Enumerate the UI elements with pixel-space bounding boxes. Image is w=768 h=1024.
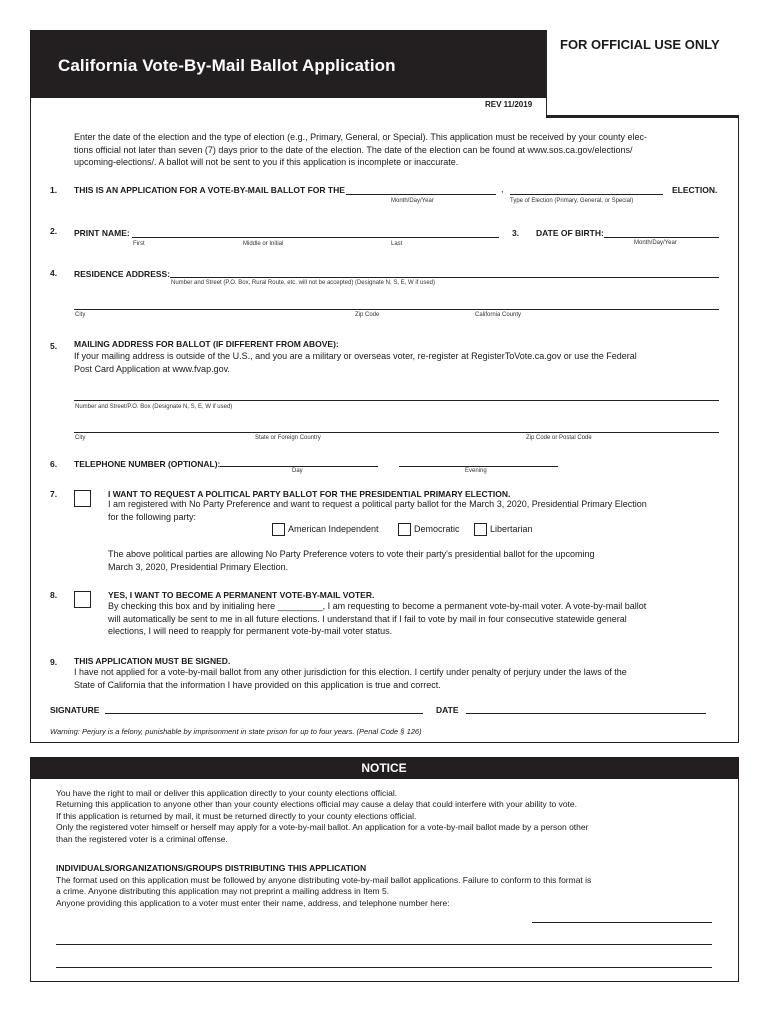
distributor-line-1: The format used on this application must be followed by anyone distributing vote-by-mail ballot applications. Failure to conform to this format is [56, 875, 592, 885]
certification-text [74, 666, 719, 691]
mailing-city-caption: City [75, 435, 86, 441]
first-name-caption: First [133, 241, 145, 247]
election-type-caption: Type of Election (Primary, General, or Special) [510, 198, 634, 204]
mailing-street-caption: Number and Street/P.O. Box (Designate N, S, E, W if used) [75, 404, 233, 410]
mailing-note-line-2: Post Card Application at www.fvap.gov. [74, 363, 230, 374]
mailing-address-note [74, 350, 719, 375]
party-ballot-line-1: I am registered with No Party Preference and want to request a political party ballot for the March 3, 2020, Presidential Primary Election [108, 499, 647, 509]
telephone-label: TELEPHONE NUMBER (OPTIONAL): [74, 459, 221, 469]
revision-label: REV 11/2019 [485, 100, 533, 109]
democratic-checkbox[interactable] [398, 523, 411, 536]
print-name-label: PRINT NAME: [74, 228, 130, 238]
mailing-address-label: MAILING ADDRESS FOR BALLOT (IF DIFFERENT FROM ABOVE): [74, 339, 339, 349]
permanent-vbm-text [108, 600, 718, 638]
evening-phone-caption: Evening [465, 468, 487, 474]
item-2-number: 2. [50, 226, 58, 236]
party-note-line-1: The above political parties are allowing No Party Preference voters to vote their party's presidential ballot for the upcoming [108, 549, 595, 559]
intro-line-1: Enter the date of the election and the type of election (e.g., Primary, General, or Special). This application must be received by your county elec- [74, 132, 647, 142]
print-name-field[interactable] [132, 237, 499, 238]
signature-date-field[interactable] [466, 713, 706, 714]
form-title: California Vote-By-Mail Ballot Application [58, 56, 396, 75]
certification-line-2: State of California that the information I have provided on this application is true and correct. [74, 679, 441, 690]
intro-line-2: tions official not later than seven (7) days prior to the date of the election. The date of the election can be found at www.sos.ca.gov/elections/ [74, 144, 633, 155]
residence-city-caption: City [75, 312, 86, 318]
distributor-heading: INDIVIDUALS/ORGANIZATIONS/GROUPS DISTRIBUTING THIS APPLICATION [56, 863, 367, 873]
election-date-field[interactable] [346, 194, 496, 195]
democratic-label: Democratic [414, 524, 460, 534]
distributor-line-3: Anyone providing this application to a voter must enter their name, address, and telephone number here: [56, 897, 450, 908]
item-1-comma: , [501, 184, 504, 194]
libertarian-checkbox[interactable] [474, 523, 487, 536]
dob-caption: Month/Day/Year [634, 240, 677, 246]
election-date-caption: Month/Day/Year [391, 198, 434, 204]
notice-title: NOTICE [361, 761, 407, 775]
middle-name-caption: Middle or Initial [243, 241, 284, 247]
mailing-zip-caption: Zip Code or Postal Code [526, 435, 592, 441]
residence-address-label: RESIDENCE ADDRESS: [74, 269, 171, 279]
intro-line-3: upcoming-elections/. A ballot will not be sent to you if this application is incomplete or inaccurate. [74, 157, 459, 167]
permanent-vbm-line-2: will automatically be sent to me in all future elections. I understand that if I fail to vote by mail in four consecutive statewide general [108, 613, 627, 624]
must-sign-label: THIS APPLICATION MUST BE SIGNED. [74, 656, 231, 666]
item-6-number: 6. [50, 459, 58, 469]
residence-county-caption: California County [475, 312, 522, 318]
mailing-street-field[interactable] [74, 400, 719, 401]
mailing-city-field[interactable] [74, 432, 719, 433]
distributor-info-field-2[interactable] [56, 944, 712, 945]
item-1-end: ELECTION. [672, 185, 718, 195]
item-5-number: 5. [50, 341, 58, 351]
signature-label: SIGNATURE [50, 705, 100, 715]
notice-rights [56, 788, 706, 845]
intro-text [74, 131, 714, 169]
mailing-state-caption: State or Foreign Country [255, 435, 321, 441]
certification-line-1: I have not applied for a vote-by-mail ballot from any other jurisdiction for this election. I certify under penalty of perjury under the laws of the [74, 667, 627, 677]
signature-field[interactable] [105, 713, 423, 714]
perjury-warning: Warning: Perjury is a felony, punishable by imprisonment in state prison for up to four years. (Penal Code § 126) [50, 727, 422, 736]
distributor-info-field-1[interactable] [532, 922, 712, 923]
permanent-vbm-line-3: elections, I will need to reapply for permanent vote-by-mail voter status. [108, 626, 393, 636]
item-1-label: THIS IS AN APPLICATION FOR A VOTE-BY-MAIL BALLOT FOR THE [74, 185, 345, 195]
residence-city-field[interactable] [74, 309, 719, 310]
party-ballot-note [108, 548, 718, 573]
distributor-info-field-3[interactable] [56, 967, 712, 968]
party-ballot-checkbox[interactable] [74, 490, 91, 507]
election-type-field[interactable] [510, 194, 663, 195]
notice-line-1: You have the right to mail or deliver this application directly to your county elections official. [56, 788, 398, 798]
residence-street-caption: Number and Street (P.O. Box, Rural Route, etc. will not be accepted) (Designate N, S, E, W if used) [171, 280, 436, 286]
residence-zip-caption: Zip Code [355, 312, 380, 318]
evening-phone-field[interactable] [399, 466, 558, 467]
official-use-label: FOR OFFICIAL USE ONLY [560, 37, 720, 52]
day-phone-field[interactable] [220, 466, 378, 467]
mailing-note-line-1: If your mailing address is outside of the U.S., and you are a military or overseas voter, re-register at RegisterToVote.ca.gov or use the Federal [74, 351, 637, 361]
party-ballot-text [108, 498, 718, 523]
residence-street-field[interactable] [170, 277, 719, 278]
party-ballot-label: I WANT TO REQUEST A POLITICAL PARTY BALLOT FOR THE PRESIDENTIAL PRIMARY ELECTION. [108, 489, 511, 499]
item-9-number: 9. [50, 657, 58, 667]
american-independent-checkbox[interactable] [272, 523, 285, 536]
date-of-birth-label: DATE OF BIRTH: [536, 228, 604, 238]
notice-line-5: than the registered voter is a criminal offense. [56, 833, 228, 844]
item-3-number: 3. [512, 228, 520, 238]
distributor-text [56, 875, 706, 909]
party-ballot-line-2: for the following party: [108, 511, 197, 522]
notice-line-4: Only the registered voter himself or herself may apply for a vote-by-mail ballot. An application for a vote-by-mail ballot made by a person other [56, 822, 589, 833]
distributor-line-2: a crime. Anyone distributing this application may not preprint a mailing address in Item 5. [56, 886, 390, 897]
party-note-line-2: March 3, 2020, Presidential Primary Election. [108, 561, 289, 572]
permanent-vbm-label: YES, I WANT TO BECOME A PERMANENT VOTE-BY-MAIL VOTER. [108, 590, 375, 600]
last-name-caption: Last [391, 241, 403, 247]
libertarian-label: Libertarian [490, 524, 533, 534]
item-7-number: 7. [50, 489, 58, 499]
permanent-vbm-line-1: By checking this box and by initialing here _________, I am requesting to become a permanent vote-by-mail voter. A vote-by-mail ballot [108, 601, 647, 611]
american-independent-label: American Independent [288, 524, 379, 534]
notice-line-2: Returning this application to anyone other than your county elections official may cause a delay that could interfere with your ability to vote. [56, 799, 578, 810]
notice-line-3: If this application is returned by mail, it must be returned directly to your county elections official. [56, 810, 417, 821]
date-of-birth-field[interactable] [604, 237, 719, 238]
item-1-number: 1. [50, 185, 58, 195]
date-label: DATE [436, 705, 459, 715]
permanent-vbm-checkbox[interactable] [74, 591, 91, 608]
item-8-number: 8. [50, 590, 58, 600]
item-4-number: 4. [50, 268, 58, 278]
day-phone-caption: Day [292, 468, 303, 474]
